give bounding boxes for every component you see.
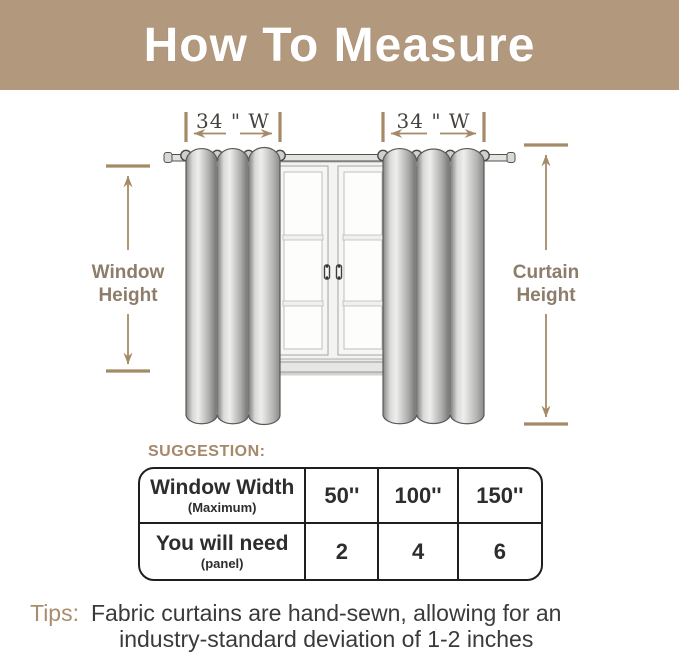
window-muntin [343, 301, 383, 306]
curtain-height-label-line2: Height [516, 285, 576, 306]
table-cell: 6 [493, 538, 506, 564]
row-subtitle: (panel) [200, 555, 244, 571]
table-cell: 2 [306, 524, 379, 579]
window-muntin [283, 301, 323, 306]
tips-label: Tips: [30, 600, 79, 626]
table-cell: 100'' [379, 469, 458, 524]
right-width-label: 34 " W [396, 109, 471, 133]
suggestion-table [138, 467, 543, 581]
tips-text-line1: Fabric curtains are hand-sewn, allowing for an [91, 600, 562, 626]
row-subtitle: (Maximum) [187, 499, 257, 515]
table-cell: 150'' [459, 469, 541, 524]
rod-left-finial [164, 153, 172, 163]
window-muntin [283, 235, 323, 240]
window-height-label-line1: Window [91, 262, 165, 283]
suggestion-label: SUGGESTION: [148, 443, 266, 460]
tips-text [91, 601, 561, 653]
window-sill-shadow [263, 373, 403, 376]
tips-section [30, 601, 679, 653]
window-muntin [343, 235, 383, 240]
table-cell: 50'' [306, 469, 379, 524]
table-cell: 4 [379, 524, 458, 579]
left-curtain-panel [186, 148, 280, 425]
row-title: Window Width [150, 476, 295, 500]
page-title: How To Measure [143, 18, 536, 72]
row-title: You will need [155, 532, 289, 556]
table-row [140, 524, 541, 579]
curtain-height-label-line1: Curtain [512, 262, 580, 283]
left-width-label: 34 " W [196, 109, 270, 133]
tips-text-line2: industry-standard deviation of 1-2 inches [119, 625, 534, 652]
window-left-glass [284, 172, 322, 349]
window-right-glass [344, 172, 382, 349]
window-height-label-line2: Height [98, 285, 158, 306]
table-row [140, 469, 541, 524]
rod-right-finial [507, 153, 515, 163]
right-curtain-panel [383, 149, 484, 424]
measure-diagram [0, 90, 679, 440]
table-header-window-width [140, 469, 306, 524]
header-bar [0, 0, 679, 90]
table-header-you-will-need [140, 524, 306, 579]
